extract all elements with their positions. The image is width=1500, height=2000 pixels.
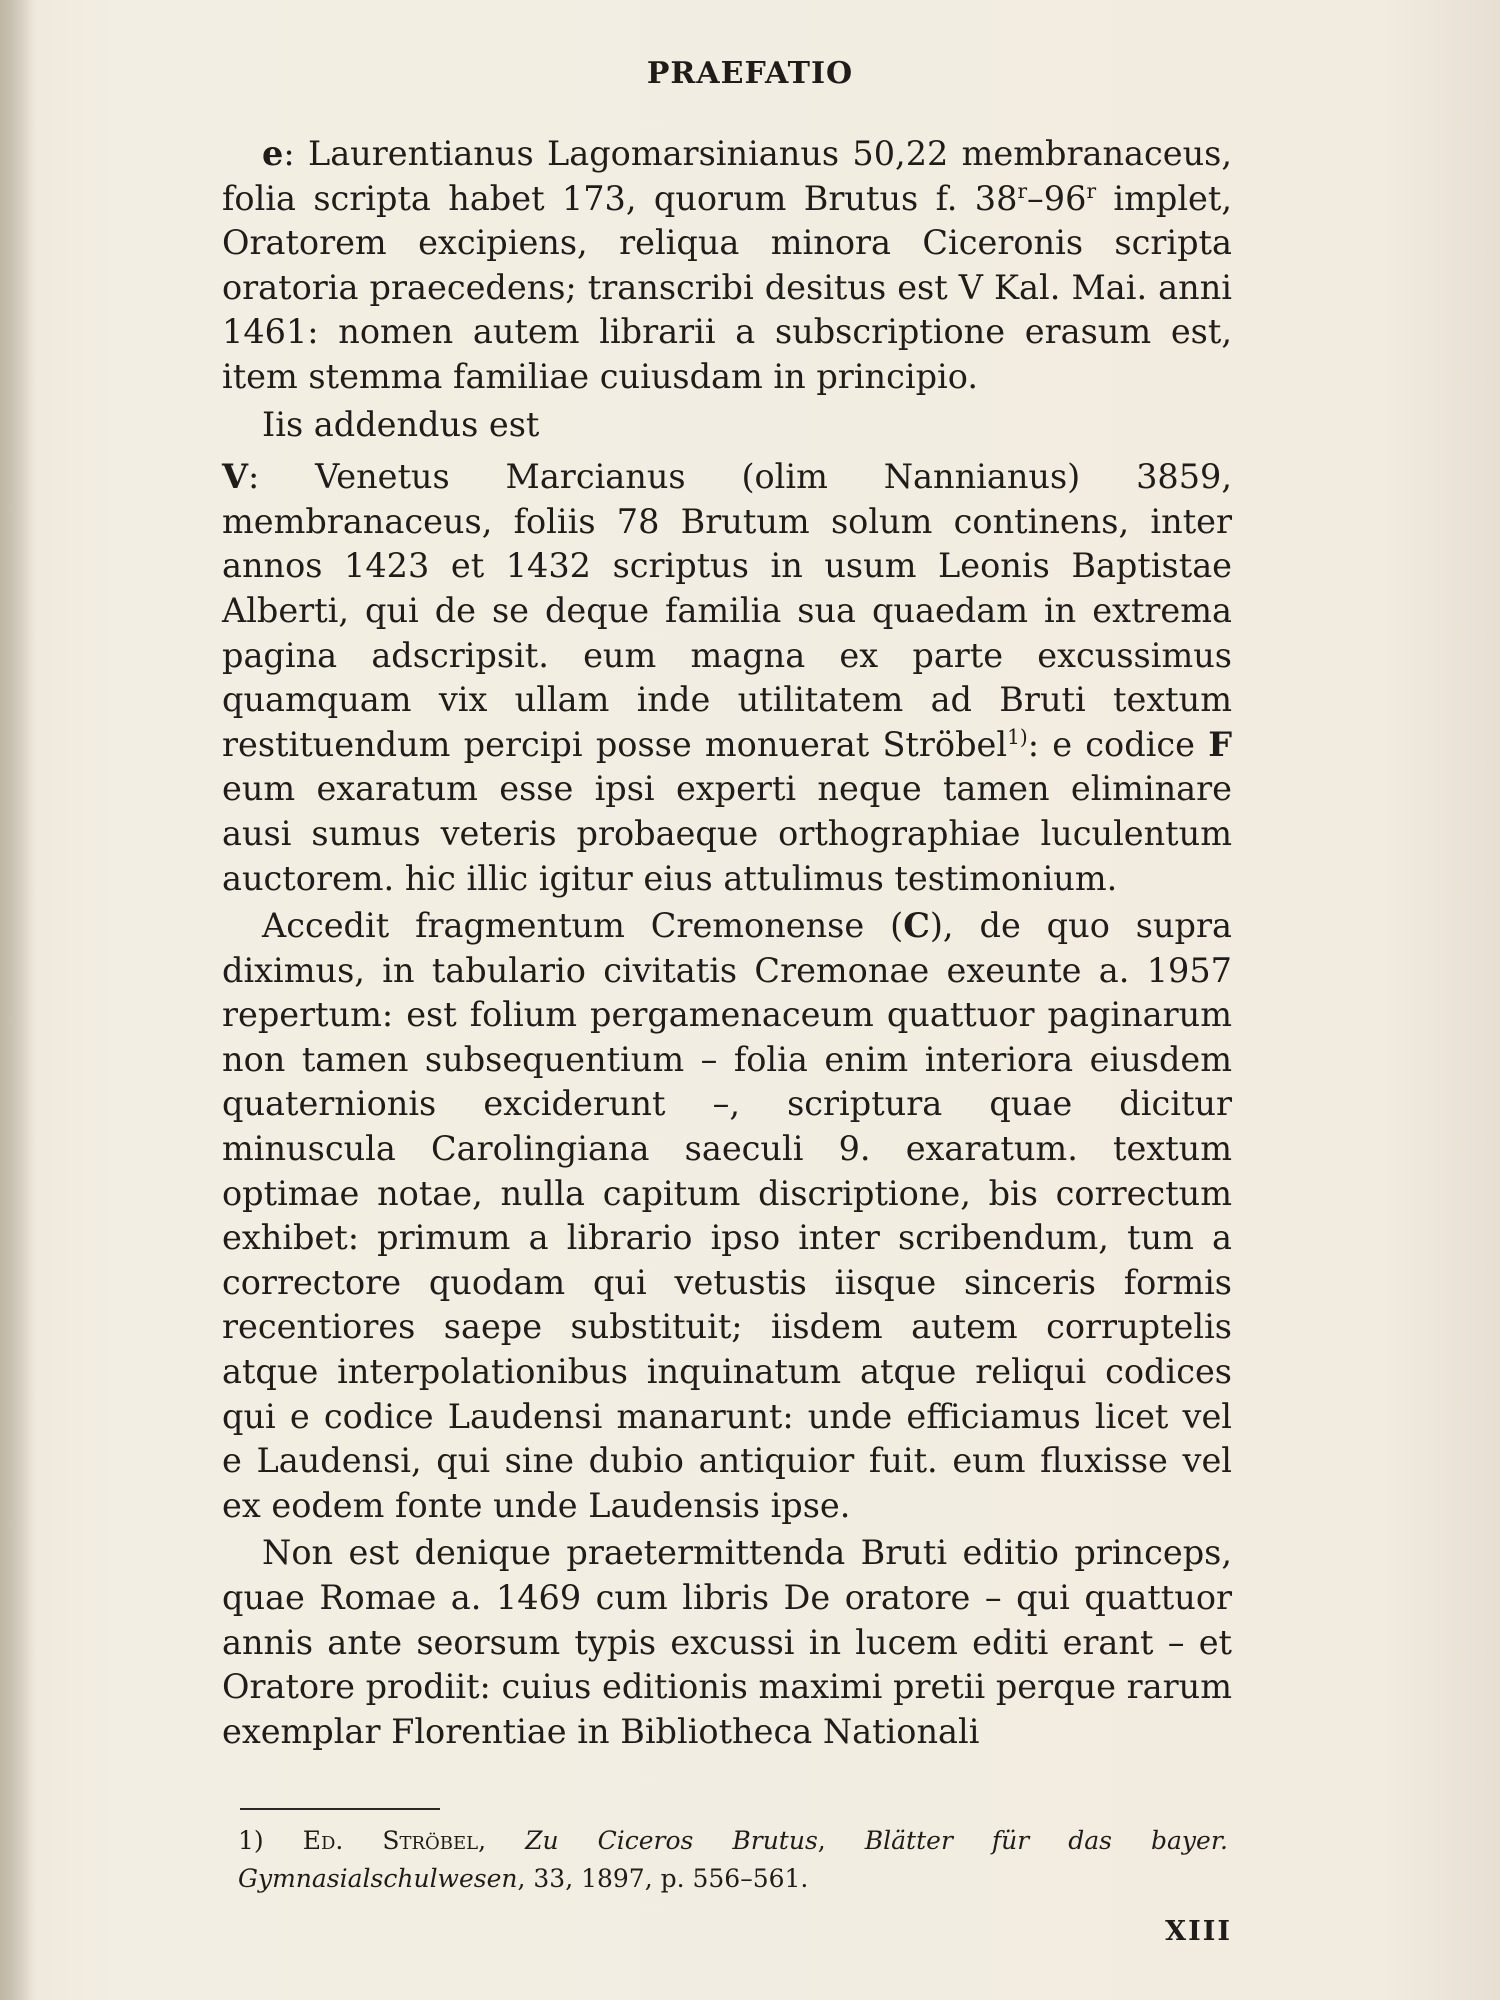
paragraph-cremonense [222,904,1232,1528]
siglum-f: F [1208,724,1232,764]
paragraph-e [222,132,1232,400]
paragraph-v-text-3: eum exaratum esse ipsi experti neque tamen eliminare ausi sumus veteris probaeque orthographiae luculentum auctorem. hic illic igitur eius attulimus testimonium. [222,769,1232,898]
paragraph-e-text-2: –96 [1027,178,1087,218]
footnote-author: Ed. Ströbel [302,1826,479,1855]
footnote-journal: Blätter für das bayer. Gymnasialschulwesen [238,1826,1228,1893]
footnote-rest: , 33, 1897, p. 556–561. [517,1864,809,1893]
paragraph-cremonense-text-2: ), de quo supra diximus, in tabulario civitatis Cremonae exeunte a. 1957 repertum: est folium pergamenaceum quattuor paginarum non tamen subsequentium – folia enim interiora eiusdem quaternionis exciderunt –, scriptura quae dicitur minuscula Carolingiana saeculi 9. exaratum. textum optimae notae, nulla capitum discriptione, bis correctum exhibet: primum a librario ipso inter scribendum, tum a correctore quodam qui vetustis iisque sinceris formis recentiores saepe substituit; iisdem autem corruptelis atque interpolationibus inquinatum atque reliqui codices qui e codice Laudensi manarunt: unde efficiamus licet vel e Laudensi, qui sine dubio antiquior fuit. eum fluxisse vel ex eodem fonte unde Laudensis ipse. [222,906,1232,1525]
paragraph-editio-princeps: Non est denique praetermittenda Bruti editio princeps, quae Romae a. 1469 cum libris De oratore – qui quattuor annis ante seorsum typis excussi in lucem editi erant – et Oratore prodiit: cuius editionis maximi pretii perque rarum exemplar Florentiae in Bibliotheca Nationali [222,1533,1232,1751]
footnote-title: Zu Ciceros Brutus [525,1826,818,1855]
paragraph-e-text-3: implet, Oratorem excipiens, reliqua minora Ciceronis scripta oratoria praecedens; transcribi desitus est V Kal. Mai. anni 1461: nomen autem librarii a subscriptione erasum est, item stemma familiae cuiusdam in principio. [222,178,1232,396]
paragraph-e-text: : Laurentianus Lagomarsinianus 50,22 membranaceus, folia scripta habet 173, quorum Brutus f. 38 [222,134,1232,218]
siglum-e: e [262,134,284,173]
gutter-shadow [0,0,36,2000]
superscript-recto-2: r [1086,178,1097,203]
paragraph-v-text-2: : e codice [1027,724,1209,764]
paragraph-v-text: : Venetus Marcianus (olim Nannianus) 3859, membranaceus, foliis 78 Brutum solum continens, inter annos 1423 et 1432 scriptus in usum Leonis Baptistae Alberti, qui de se deque familia sua quaedam in extrema pagina adscripsit. eum magna ex parte excussimus quamquam vix ullam inde utilitatem ad Bruti textum restituendum percipi posse monuerat Ströbel [222,457,1232,764]
footnote: 1) Ed. Ströbel, Zu Ciceros Brutus, Blätter für das bayer. Gymnasialschulwesen, 33, 1897, p. 556–561. [238,1826,1228,1893]
superscript-recto-1: r [1017,178,1028,203]
paragraph-v [222,455,1232,901]
siglum-c: C [903,906,930,946]
page-number: XIII [1165,1916,1232,1947]
siglum-v: V [222,457,248,497]
footnote-marker: 1) [238,1826,264,1855]
main-text [222,132,1232,1754]
paragraph-addendus: Iis addendus est [262,404,540,444]
paragraph-cremonense-text: Accedit fragmentum Cremonense ( [262,906,904,946]
footnote-reference: 1) [1007,724,1028,749]
running-head: PRAEFATIO [646,56,854,91]
footnote-rule [240,1808,440,1810]
